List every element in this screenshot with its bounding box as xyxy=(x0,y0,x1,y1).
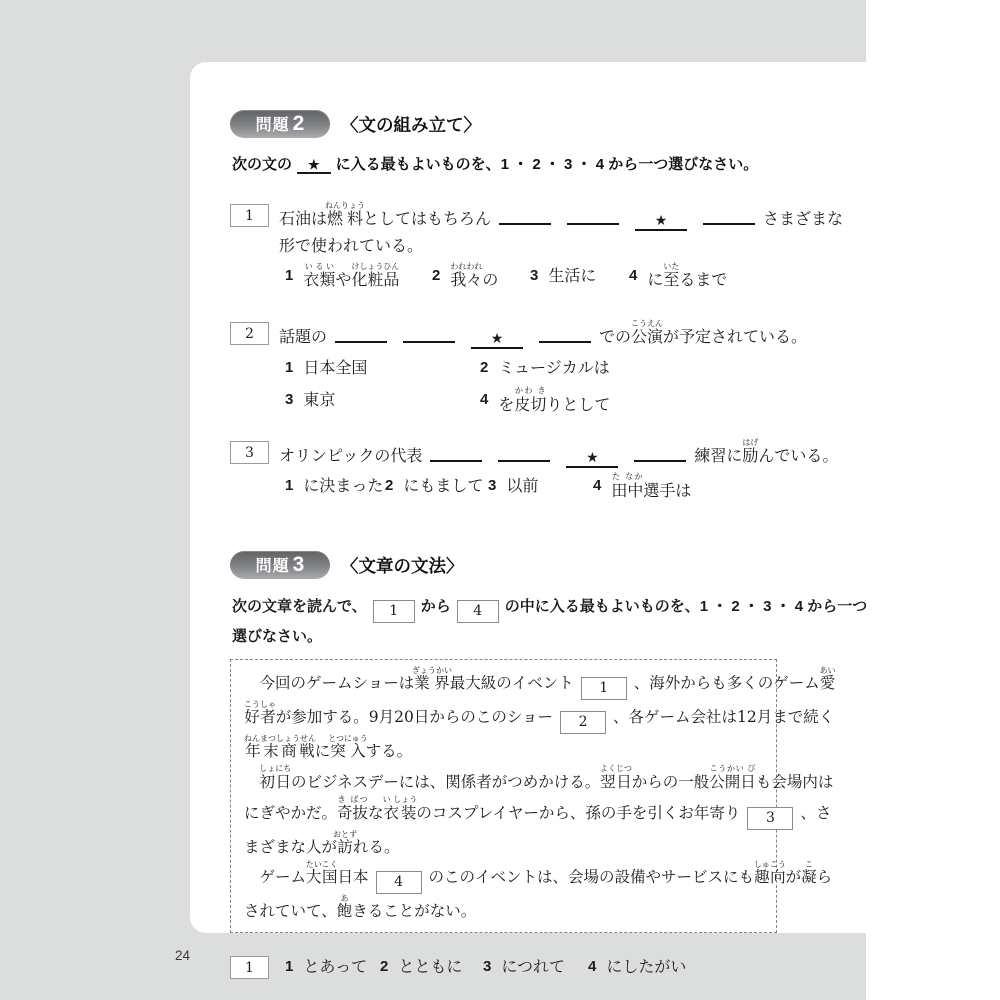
mondai3-instruction-line-2: 選びなさい。 xyxy=(232,627,323,645)
option-text: にもまして xyxy=(403,476,484,495)
option xyxy=(480,386,807,418)
answer-blank-line xyxy=(703,208,755,225)
furigana-term: 愛あい xyxy=(819,665,836,692)
option xyxy=(488,472,593,504)
mondai2-instruction xyxy=(232,153,788,176)
answer-blank-line xyxy=(430,445,482,462)
mondai3-badge-number: 3 xyxy=(292,553,305,576)
option-number: 1 xyxy=(285,359,294,376)
option-number: 4 xyxy=(629,267,638,284)
option xyxy=(593,472,691,504)
option-number: 2 xyxy=(385,477,394,494)
question-1-sentence-line-1: 石油は燃料ねんりょうとしてはもちろん ★ さまざまな xyxy=(279,201,844,229)
question-1-sentence-line-2: 形で使われている。 xyxy=(279,236,424,255)
furigana-term: 訪おとず xyxy=(333,830,358,857)
question-3 xyxy=(230,438,839,504)
mondai3-title: 〈文章の文法〉 xyxy=(341,555,464,576)
option-number: 4 xyxy=(480,391,489,408)
option xyxy=(629,262,727,293)
mondai3-badge-label: 問題 xyxy=(255,558,290,575)
furigana-term: 突入とつにゅう xyxy=(328,734,368,761)
question-2-body xyxy=(279,319,807,418)
furigana-term: 衣装い しょう xyxy=(382,794,418,822)
page-content xyxy=(190,62,868,1000)
mondai2-instruction-before: 次の文の xyxy=(232,156,293,173)
answer-blank-line xyxy=(499,208,551,225)
mondai3-instruction xyxy=(232,593,868,651)
option-text: 我々われわれの xyxy=(450,262,499,289)
inline-answer-number-box: 1 xyxy=(373,600,415,623)
question-1-body xyxy=(279,201,843,293)
option-number: 3 xyxy=(285,391,294,408)
answer-blank-line xyxy=(539,326,591,343)
option-number: 3 xyxy=(488,477,497,494)
answer-1-number-box: 1 xyxy=(230,956,269,979)
option-text: に至いたるまで xyxy=(647,262,728,289)
furigana-term: 衣類いるい xyxy=(303,262,336,289)
mondai3-header xyxy=(230,551,788,579)
answer-blank-line xyxy=(335,326,387,343)
passage-line: 初日しょにちのビジネスデーには、関係者がつめかける。翌日よくじつからの一般公開日こうかい びも会場内は xyxy=(259,764,834,792)
option-number: 2 xyxy=(480,359,489,376)
passage-line: されていて、飽あきることがない。 xyxy=(244,894,477,921)
question-2 xyxy=(230,319,808,418)
furigana-term: 化粧品けしょうひん xyxy=(351,262,400,289)
inline-answer-number-box: 4 xyxy=(376,871,422,894)
page-number: 24 xyxy=(175,948,191,963)
option xyxy=(385,472,488,504)
option xyxy=(530,262,629,293)
furigana-term: 至いた xyxy=(663,262,680,289)
furigana-term: 飽あ xyxy=(336,894,353,921)
furigana-term: 奇抜き ばつ xyxy=(337,794,369,822)
option-text: に決まった xyxy=(303,476,384,495)
option-text: 東京 xyxy=(303,390,336,409)
question-3-sentence: オリンピックの代表 ★ 練習に励はげんでいる。 xyxy=(279,438,839,466)
section-mondai3 xyxy=(230,551,868,1000)
inline-answer-number-box: 2 xyxy=(560,711,606,734)
star-blank-line: ★ xyxy=(471,332,523,349)
mondai2-badge-number: 2 xyxy=(292,112,305,135)
furigana-term: 我々われわれ xyxy=(450,262,483,289)
option-text: につれて xyxy=(501,957,566,977)
passage-line: にぎやかだ。奇抜き ばつな衣装い しょうのコスプレイヤーから、孫の手を引くお年寄り 3 、さ xyxy=(244,795,763,830)
furigana-term: 年末商戦ねんまつしょうせん xyxy=(244,734,316,761)
mondai2-badge-label: 問題 xyxy=(255,117,290,134)
option-text: 日本全国 xyxy=(303,358,368,377)
option-text: 衣類いるいや化粧品けしょうひん xyxy=(303,262,400,289)
question-1-options xyxy=(285,262,843,293)
option-text: 田中た なか選手は xyxy=(611,472,692,500)
furigana-term: 励はげ xyxy=(742,438,759,465)
option-text: ミュージカルは xyxy=(498,358,610,377)
star-blank-line: ★ xyxy=(566,451,618,468)
answer-blank-line xyxy=(634,445,686,462)
mondai3-instruction-line-1: 次の文章を読んで、 1 から 4 の中に入る最もよいものを、1 ・ 2 ・ 3 ・ 4 から一つ xyxy=(232,593,788,623)
passage-line: ゲーム大国たいこく日本 4 のこのイベントは、会場の設備やサービスにも趣向しゅこうが凝こら xyxy=(244,860,763,894)
reading-passage-box xyxy=(230,659,836,934)
option xyxy=(380,953,483,980)
option xyxy=(480,354,807,381)
option xyxy=(483,953,588,980)
answer-blank-line xyxy=(498,445,550,462)
furigana-term: 好者こうしゃ xyxy=(244,699,276,726)
option-number: 4 xyxy=(593,477,602,494)
furigana-term: 大国たいこく xyxy=(305,860,338,887)
question-1-number-box: 1 xyxy=(230,204,269,227)
option xyxy=(285,472,385,504)
question-2-sentence: 話題の ★ での公演こうえんが予定されている。 xyxy=(279,319,808,347)
passage-line: 今回のゲームショーは業界ぎょうかい最大級のイベント 1 、海外からも多くのゲーム愛あい xyxy=(244,666,763,700)
star-blank-line: ★ xyxy=(635,214,687,231)
passage-line: 好者こうしゃが参加する。9月20日からのこのショー 2 、各ゲーム会社は12月まで続く xyxy=(244,700,763,734)
passage-line: まざまな人が訪おとずれる。 xyxy=(244,830,400,857)
option-text: 生活に xyxy=(548,266,597,285)
question-3-number-box: 3 xyxy=(230,441,269,464)
option xyxy=(285,354,480,381)
option xyxy=(285,262,432,293)
option xyxy=(432,262,530,293)
furigana-term: 燃料ねんりょう xyxy=(325,201,366,228)
option-text: 以前 xyxy=(506,476,539,495)
question-2-number-box: 2 xyxy=(230,322,269,345)
mondai2-instruction-after: に入る最もよいものを、1 ・ 2 ・ 3 ・ 4 から一つ選びなさい。 xyxy=(335,156,759,173)
furigana-term: 初日しょにち xyxy=(259,764,292,792)
option xyxy=(285,386,480,418)
option-number: 1 xyxy=(285,267,294,284)
question-3-body xyxy=(279,438,838,504)
inline-answer-number-box: 1 xyxy=(581,677,627,700)
furigana-term: 翌日よくじつ xyxy=(600,764,633,792)
mondai2-badge xyxy=(230,110,330,138)
option-text: とともに xyxy=(398,957,463,977)
option-number: 2 xyxy=(432,267,441,284)
furigana-term: 公演こうえん xyxy=(631,319,664,346)
option-text: にしたがい xyxy=(606,957,687,977)
grammar-answer-row-1 xyxy=(230,953,788,980)
option-text: とあって xyxy=(303,957,368,977)
inline-answer-number-box: 4 xyxy=(457,600,499,623)
mondai2-title: 〈文の組み立て〉 xyxy=(341,114,481,135)
mondai3-badge xyxy=(230,551,330,579)
question-3-options xyxy=(285,472,838,504)
furigana-term: 趣向しゅこう xyxy=(753,860,786,887)
option-number: 2 xyxy=(380,958,389,976)
option-number: 3 xyxy=(530,267,539,284)
option-number: 4 xyxy=(588,958,597,976)
answer-1-options xyxy=(285,953,686,980)
section-mondai2 xyxy=(230,110,844,504)
option-number: 1 xyxy=(285,958,294,976)
passage-line: 年末商戦ねんまつしょうせんに突入とつにゅうする。 xyxy=(244,734,413,761)
furigana-term: 皮切かわ き xyxy=(514,386,547,414)
furigana-term: 公開日こうかい び xyxy=(709,764,756,792)
answer-blank-line xyxy=(403,326,455,343)
question-1 xyxy=(230,201,844,293)
mondai2-header xyxy=(230,110,788,138)
furigana-term: 凝こ xyxy=(801,860,817,887)
option xyxy=(588,953,686,980)
option xyxy=(285,953,380,980)
question-2-options xyxy=(285,354,807,418)
book-page xyxy=(190,62,1000,977)
option-number: 1 xyxy=(285,477,294,494)
inline-answer-number-box: 3 xyxy=(747,807,793,830)
option-number: 3 xyxy=(483,958,492,976)
furigana-term: 業界ぎょうかい xyxy=(411,665,452,692)
furigana-term: 田中た なか xyxy=(611,472,644,500)
option-text: を皮切かわ きりとして xyxy=(498,386,611,414)
answer-blank-line xyxy=(567,208,619,225)
star-mark: ★ xyxy=(297,158,331,174)
